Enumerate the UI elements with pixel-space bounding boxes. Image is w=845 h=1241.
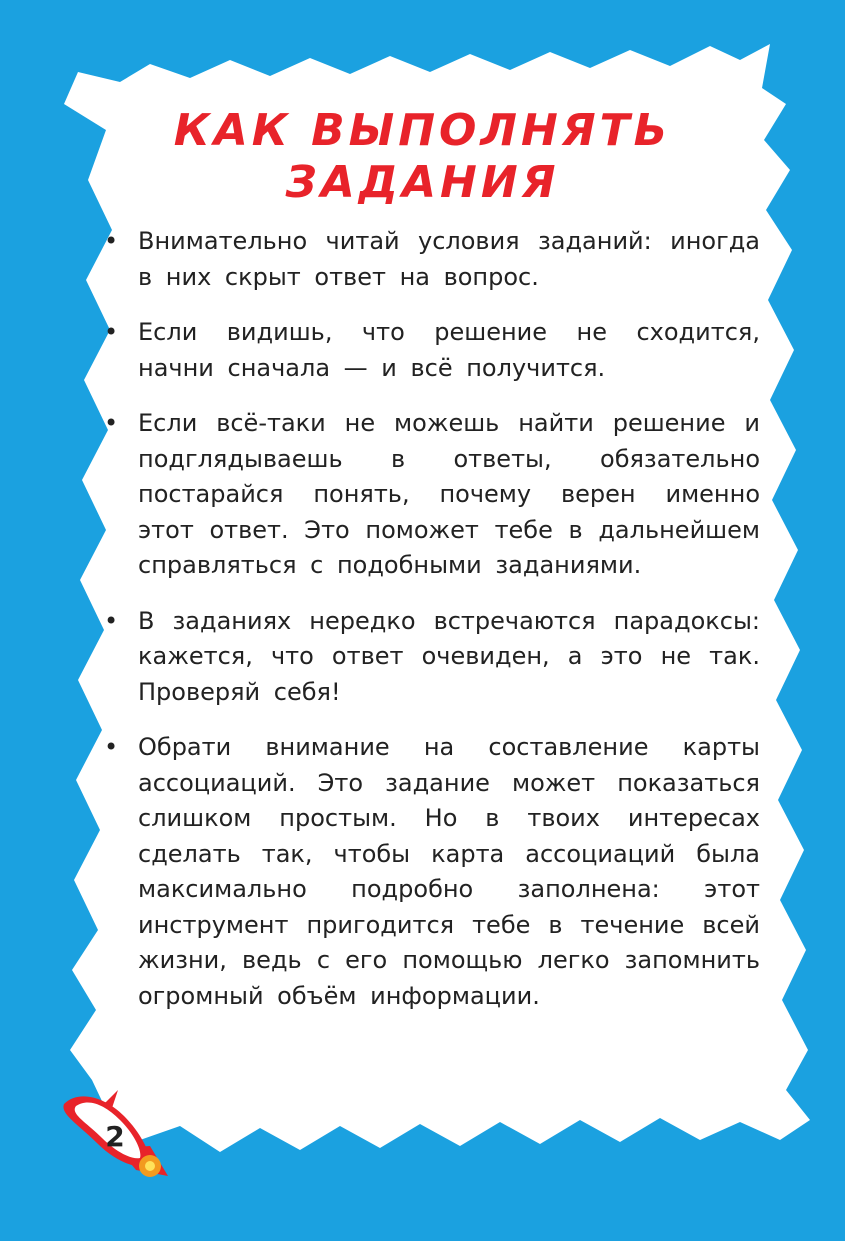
bullet-icon: • xyxy=(104,227,119,255)
list-item xyxy=(100,406,760,584)
list-item xyxy=(100,730,760,1014)
bullet-icon: • xyxy=(104,409,119,437)
list-item xyxy=(100,224,760,295)
bullet-icon: • xyxy=(104,318,119,346)
bullet-icon: • xyxy=(104,733,119,761)
page-number: 2 xyxy=(105,1120,125,1153)
list-item xyxy=(100,604,760,711)
list-item-text: Внимательно читай условия заданий: иногда в них скрыт ответ на вопрос. xyxy=(138,227,760,291)
list-item-text: Если всё-таки не можешь найти решение и подглядываешь в ответы, обязательно постарайся понять, почему верен именно этот ответ. Это поможет тебе в дальнейшем справляться с подобными заданиями. xyxy=(138,409,760,579)
list-item-text: Если видишь, что решение не сходится, начни сначала — и всё получится. xyxy=(138,318,760,382)
list-item-text: Обрати внимание на составление карты ассоциаций. Это задание может показаться слишком простым. Но в твоих интересах сделать так, чтобы карта ассоциаций была максимально подробно заполнена: этот инструмент пригодится тебе в течение всей жизни, ведь с его помощью легко запомнить огромный объём информации. xyxy=(138,733,760,1010)
instructions-list xyxy=(100,224,760,1034)
list-item xyxy=(100,315,760,386)
bullet-icon: • xyxy=(104,606,119,635)
list-item-text: В заданиях нередко встречаются парадоксы: кажется, что ответ очевиден, а это не так. Проверяй себя! xyxy=(138,606,760,706)
page-title-line-2: ЗАДАНИЯ xyxy=(285,157,560,208)
page-title-line-1: КАК ВЫПОЛНЯТЬ xyxy=(173,105,672,156)
